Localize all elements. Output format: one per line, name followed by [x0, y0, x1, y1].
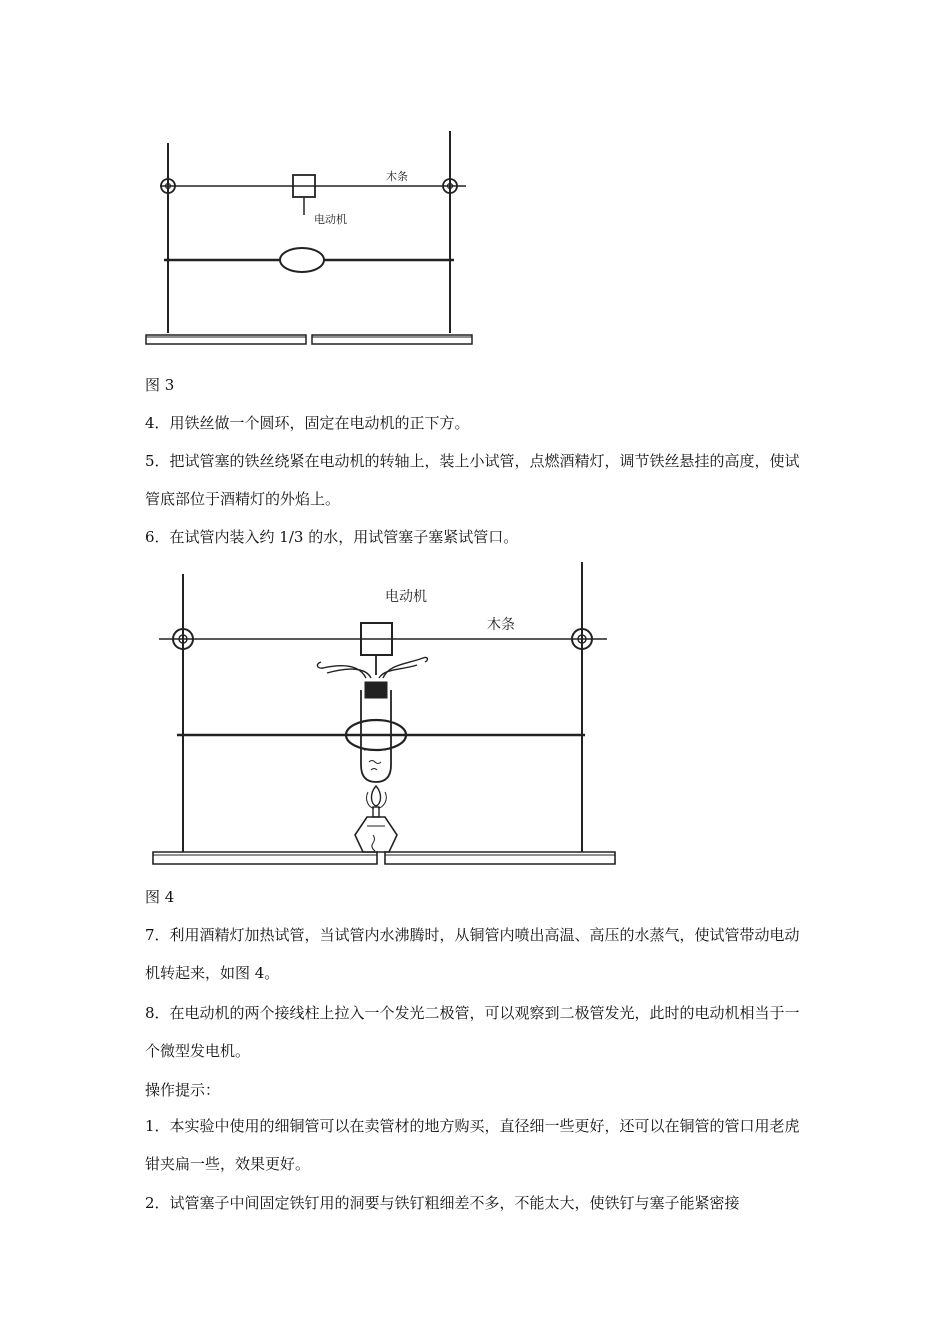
- figure-3-motor-label: 电动机: [314, 213, 347, 226]
- step-4: 4．用铁丝做一个圆环，固定在电动机的正下方。: [145, 414, 470, 432]
- step-6: 6．在试管内装入约 1/3 的水，用试管塞子塞紧试管口。: [145, 528, 519, 546]
- tips-heading: 操作提示：: [145, 1081, 221, 1099]
- figure-4-caption: 图 4: [145, 888, 175, 906]
- figure-3: [140, 125, 480, 350]
- figure-4: [145, 560, 620, 872]
- figure-4-drawing: [145, 560, 620, 872]
- step-7: 7．利用酒精灯加热试管，当试管内水沸腾时，从铜管内喷出高温、高压的水蒸气，使试管带动电动机转起来，如图 4。: [145, 926, 800, 982]
- figure-3-wood-label: 木条: [386, 170, 408, 183]
- figure-4-wood-label: 木条: [487, 617, 515, 633]
- figure-3-drawing: [140, 125, 480, 350]
- figure-3-caption: 图 3: [145, 376, 175, 394]
- step-5: 5．把试管塞的铁丝绕紧在电动机的转轴上，装上小试管，点燃酒精灯，调节铁丝悬挂的高度，使试管底部位于酒精灯的外焰上。: [145, 452, 800, 508]
- tip-1: 1．本实验中使用的细铜管可以在卖管材的地方购买，直径细一些更好，还可以在铜管的管口用老虎钳夹扁一些，效果更好。: [145, 1117, 800, 1173]
- tip-2: 2．试管塞子中间固定铁钉用的洞要与铁钉粗细差不多，不能太大，使铁钉与塞子能紧密接: [145, 1194, 740, 1212]
- step-8: 8．在电动机的两个接线柱上拉入一个发光二极管，可以观察到二极管发光，此时的电动机相当于一个微型发电机。: [145, 1004, 800, 1060]
- figure-4-motor-label: 电动机: [385, 589, 427, 605]
